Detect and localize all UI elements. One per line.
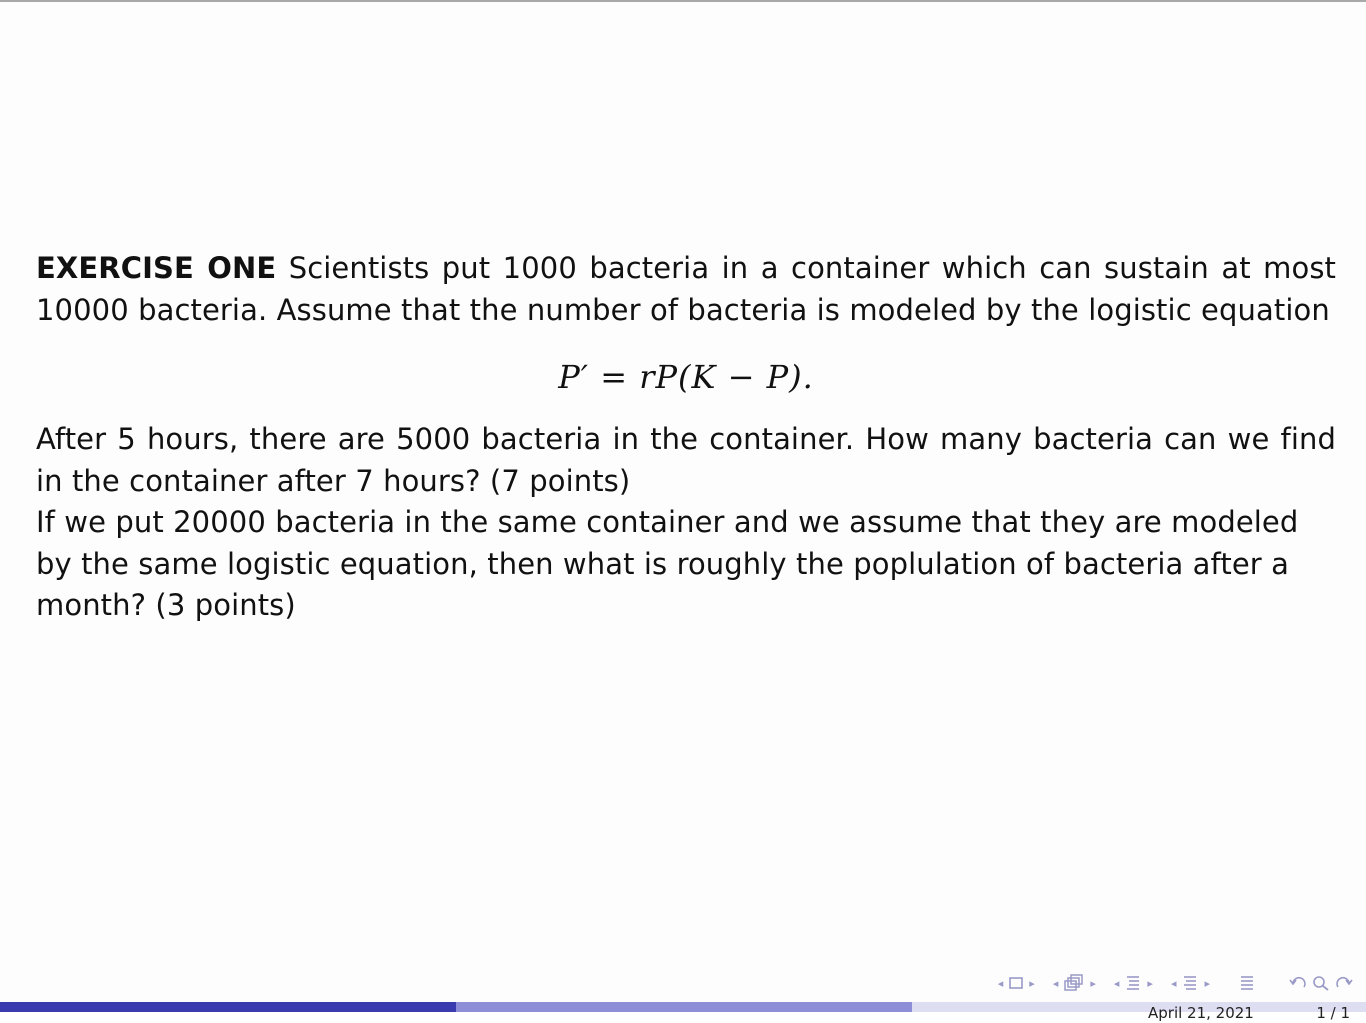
section-next-arrow[interactable]: ▸: [1147, 976, 1153, 990]
frame-nav-group: [998, 976, 1035, 990]
history-nav-group: [1288, 974, 1354, 992]
question-two: If we put 20000 bacteria in the same container and we assume that they are modeled by the same logistic equation, then what is roughly the poplulation of bacteria after a month? (3 points): [36, 505, 1299, 622]
section-prev-arrow[interactable]: ◂: [1113, 976, 1120, 990]
footer-page-number: 1 / 1: [1316, 1004, 1350, 1022]
question-one: After 5 hours, there are 5000 bacteria in the container. How many bacteria can we find in the container after 7 hours? (7 points): [36, 422, 1336, 498]
section-nav-group: [1114, 974, 1153, 992]
footer-author-segment: [0, 1002, 456, 1012]
section-icon[interactable]: [1124, 974, 1142, 992]
appendix-nav-group: [1171, 974, 1210, 992]
frame-prev-arrow[interactable]: ◂: [997, 976, 1004, 990]
beamer-navigation-bar: [982, 968, 1354, 998]
frame-next-arrow[interactable]: ▸: [1029, 976, 1035, 990]
footer-bar: [0, 1002, 1366, 1022]
search-icon[interactable]: [1311, 974, 1331, 992]
footer-date-segment: [912, 1002, 1366, 1022]
subsection-icon[interactable]: [1063, 974, 1085, 992]
subsection-nav-group: [1053, 974, 1096, 992]
forward-icon[interactable]: [1334, 974, 1354, 992]
appendix-prev-arrow[interactable]: ◂: [1170, 976, 1177, 990]
back-icon[interactable]: [1288, 974, 1308, 992]
appendix-icon[interactable]: [1181, 974, 1199, 992]
outline-nav-group: [1238, 974, 1256, 992]
logistic-equation: P′ = rP(K − P).: [558, 358, 814, 396]
subsection-next-arrow[interactable]: ▸: [1090, 976, 1096, 990]
footer-title-segment: [456, 1002, 912, 1012]
subsection-prev-arrow[interactable]: ◂: [1052, 976, 1059, 990]
appendix-next-arrow[interactable]: ▸: [1204, 976, 1210, 990]
exercise-intro-text: Scientists put 1000 bacteria in a container which can sustain at most 10000 bacteria. Assume that the number of bacteria is modeled by the logistic equation: [36, 251, 1337, 327]
footer-date: April 21, 2021: [1148, 1004, 1254, 1022]
exercise-heading: EXERCISE ONE: [36, 251, 277, 285]
exercise-intro: [36, 248, 1336, 331]
outline-icon[interactable]: [1238, 974, 1256, 992]
frame-icon[interactable]: [1008, 976, 1024, 990]
exercise-content: [36, 248, 1336, 627]
